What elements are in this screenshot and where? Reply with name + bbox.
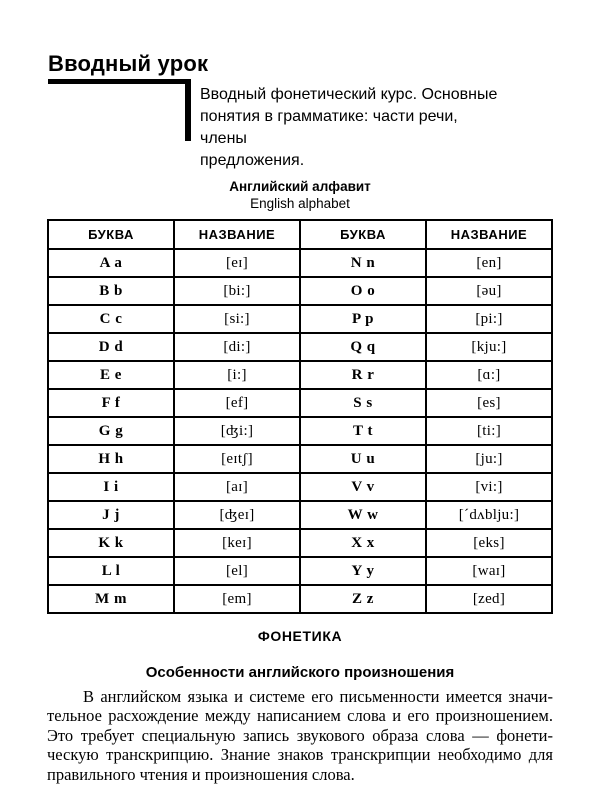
- transcription-cell: [aɪ]: [174, 473, 300, 501]
- table-row: [48, 389, 552, 417]
- letter-cell: R r: [300, 361, 426, 389]
- letter-cell: W w: [300, 501, 426, 529]
- transcription-cell: [i:]: [174, 361, 300, 389]
- table-row: [48, 333, 552, 361]
- letter-cell: C c: [48, 305, 174, 333]
- transcription-cell: [ʤeɪ]: [174, 501, 300, 529]
- transcription-cell: [ɑ:]: [426, 361, 552, 389]
- transcription-cell: [el]: [174, 557, 300, 585]
- letter-cell: F f: [48, 389, 174, 417]
- intro-line: понятия в грамматике: части речи, члены: [200, 108, 458, 147]
- alphabet-table: [47, 219, 553, 614]
- letter-cell: Q q: [300, 333, 426, 361]
- letter-cell: N n: [300, 249, 426, 277]
- column-header-name-1: НАЗВАНИЕ: [174, 220, 300, 249]
- transcription-cell: [ju:]: [426, 445, 552, 473]
- transcription-cell: [en]: [426, 249, 552, 277]
- transcription-cell: [waɪ]: [426, 557, 552, 585]
- letter-cell: I i: [48, 473, 174, 501]
- paragraph-line: тельное расхождение между написанием слова и его произношением.: [47, 706, 553, 726]
- transcription-cell: [ef]: [174, 389, 300, 417]
- letter-cell: X x: [300, 529, 426, 557]
- phonetics-subheading: Особенности английского произношения: [145, 664, 455, 681]
- lesson-title: Вводный урок: [48, 51, 209, 76]
- paragraph-line: ческую транскрипцию. Знание знаков транскрипции необходимо для: [47, 745, 553, 765]
- phonetics-paragraph: [47, 687, 553, 784]
- letter-cell: H h: [48, 445, 174, 473]
- paragraph-line: Это требует специальную запись звукового образа слова — фонети-: [47, 725, 553, 745]
- intro-line: Вводный фонетический курс. Основные: [200, 86, 498, 103]
- column-header-letter-2: БУКВА: [300, 220, 426, 249]
- lesson-intro: [200, 84, 500, 172]
- letter-cell: Z z: [300, 585, 426, 613]
- letter-cell: V v: [300, 473, 426, 501]
- letter-cell: S s: [300, 389, 426, 417]
- lesson-corner-rule: [48, 79, 191, 141]
- transcription-cell: [eɪtʃ]: [174, 445, 300, 473]
- alphabet-table-body: [48, 249, 552, 613]
- transcription-cell: [əu]: [426, 277, 552, 305]
- table-row: [48, 361, 552, 389]
- letter-cell: A a: [48, 249, 174, 277]
- alphabet-title-en: English alphabet: [250, 196, 350, 211]
- transcription-cell: [ti:]: [426, 417, 552, 445]
- letter-cell: B b: [48, 277, 174, 305]
- table-row: [48, 305, 552, 333]
- column-header-name-2: НАЗВАНИЕ: [426, 220, 552, 249]
- transcription-cell: [zed]: [426, 585, 552, 613]
- letter-cell: K k: [48, 529, 174, 557]
- table-row: [48, 277, 552, 305]
- transcription-cell: [di:]: [174, 333, 300, 361]
- phonetics-heading: ФОНЕТИКА: [257, 628, 343, 644]
- letter-cell: M m: [48, 585, 174, 613]
- transcription-cell: [si:]: [174, 305, 300, 333]
- letter-cell: O o: [300, 277, 426, 305]
- transcription-cell: [eɪ]: [174, 249, 300, 277]
- header-row: [48, 220, 552, 249]
- transcription-cell: [bi:]: [174, 277, 300, 305]
- table-row: [48, 417, 552, 445]
- letter-cell: U u: [300, 445, 426, 473]
- table-row: [48, 529, 552, 557]
- transcription-cell: [eks]: [426, 529, 552, 557]
- letter-cell: D d: [48, 333, 174, 361]
- table-row: [48, 585, 552, 613]
- letter-cell: G g: [48, 417, 174, 445]
- letter-cell: L l: [48, 557, 174, 585]
- transcription-cell: [es]: [426, 389, 552, 417]
- letter-cell: P p: [300, 305, 426, 333]
- letter-cell: J j: [48, 501, 174, 529]
- table-row: [48, 445, 552, 473]
- transcription-cell: [´dʌblju:]: [426, 501, 552, 529]
- transcription-cell: [vi:]: [426, 473, 552, 501]
- letter-cell: Y y: [300, 557, 426, 585]
- paragraph-line: правильного чтения и произношения слова.: [47, 764, 355, 784]
- column-header-letter-1: БУКВА: [48, 220, 174, 249]
- alphabet-table-head: [48, 220, 552, 249]
- intro-line: предложения.: [200, 152, 305, 169]
- table-row: [48, 473, 552, 501]
- transcription-cell: [ʤi:]: [174, 417, 300, 445]
- table-row: [48, 557, 552, 585]
- transcription-cell: [keɪ]: [174, 529, 300, 557]
- transcription-cell: [kju:]: [426, 333, 552, 361]
- transcription-cell: [pi:]: [426, 305, 552, 333]
- table-row: [48, 501, 552, 529]
- paragraph-line: В английском языка и системе его письменности имеется значи-: [83, 687, 553, 706]
- letter-cell: E e: [48, 361, 174, 389]
- table-row: [48, 249, 552, 277]
- letter-cell: T t: [300, 417, 426, 445]
- alphabet-title-ru: Английский алфавит: [229, 179, 371, 194]
- transcription-cell: [em]: [174, 585, 300, 613]
